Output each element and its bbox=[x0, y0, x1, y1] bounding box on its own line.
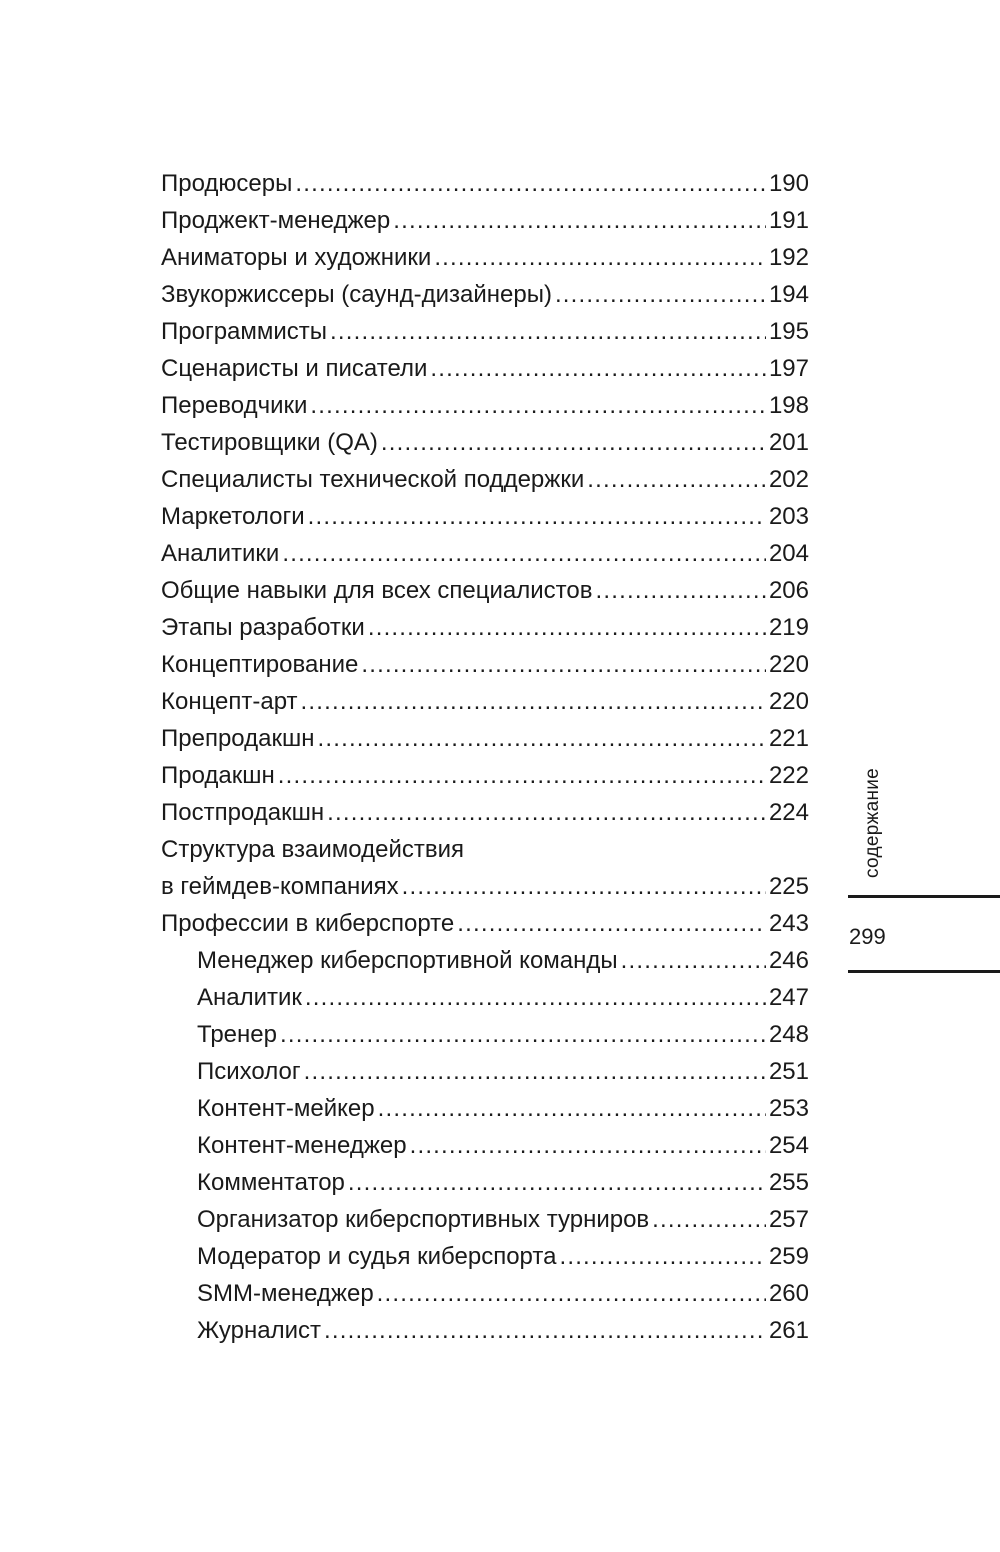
toc-entry-title: Проджект-менеджер bbox=[161, 207, 391, 234]
dot-leader bbox=[327, 794, 766, 831]
dot-leader bbox=[324, 1312, 766, 1349]
toc-entry-title: Маркетологи bbox=[161, 503, 305, 530]
toc-entry-page: 198 bbox=[768, 392, 809, 419]
toc-entry-title: Контент-мейкер bbox=[197, 1095, 375, 1122]
toc-entry-title: Аналитик bbox=[197, 984, 302, 1011]
toc-entry-title: SMM-менеджер bbox=[197, 1280, 374, 1307]
toc-entry-title: Менеджер киберспортивной команды bbox=[197, 947, 618, 974]
toc-entry-title: Препродакшн bbox=[161, 725, 315, 752]
toc-entry-heading-line[interactable] bbox=[161, 831, 809, 868]
toc-entry-title: Аналитики bbox=[161, 540, 280, 567]
dot-leader bbox=[378, 1090, 766, 1127]
toc-entry[interactable] bbox=[161, 276, 809, 313]
toc-entry-page: 191 bbox=[768, 207, 809, 234]
toc-entry[interactable] bbox=[161, 646, 809, 683]
dot-leader bbox=[402, 868, 766, 905]
toc-entry-page: 248 bbox=[768, 1021, 809, 1048]
dot-leader bbox=[310, 387, 766, 424]
toc-entry-page: 247 bbox=[768, 984, 809, 1011]
toc-entry-page: 255 bbox=[768, 1169, 809, 1196]
toc-entry-title: Общие навыки для всех специалистов bbox=[161, 577, 593, 604]
table-of-contents bbox=[161, 165, 809, 1349]
toc-entry-page: 259 bbox=[768, 1243, 809, 1270]
toc-entry-page: 194 bbox=[768, 281, 809, 308]
dot-leader bbox=[457, 905, 766, 942]
toc-entry-page: 257 bbox=[768, 1206, 809, 1233]
toc-entry-page: 203 bbox=[768, 503, 809, 530]
dot-leader bbox=[595, 572, 765, 609]
toc-entry[interactable] bbox=[161, 794, 809, 831]
toc-entry-title: Профессии в киберспорте bbox=[161, 910, 455, 937]
toc-entry-page: 201 bbox=[768, 429, 809, 456]
toc-entry[interactable] bbox=[161, 905, 809, 942]
toc-entry-title: Структура взаимодействия bbox=[161, 836, 464, 863]
toc-entry[interactable] bbox=[161, 313, 809, 350]
toc-entry-title: Аниматоры и художники bbox=[161, 244, 432, 271]
toc-entry-title: Звукоржиссеры (саунд-дизайнеры) bbox=[161, 281, 552, 308]
dot-leader bbox=[308, 498, 766, 535]
dot-leader bbox=[381, 424, 766, 461]
toc-entry[interactable] bbox=[161, 609, 809, 646]
dot-leader bbox=[282, 535, 766, 572]
toc-entry-title: Журналист bbox=[197, 1317, 321, 1344]
toc-entry-title: Сценаристы и писатели bbox=[161, 355, 428, 382]
toc-entry-title: Переводчики bbox=[161, 392, 308, 419]
dot-leader bbox=[295, 165, 766, 202]
dot-leader bbox=[430, 350, 766, 387]
dot-leader bbox=[621, 942, 766, 979]
toc-entry[interactable] bbox=[161, 461, 809, 498]
toc-subentry[interactable] bbox=[161, 1127, 809, 1164]
toc-entry-title: в геймдев-компаниях bbox=[161, 873, 399, 900]
toc-entry[interactable] bbox=[161, 720, 809, 757]
dot-leader bbox=[393, 202, 766, 239]
toc-entry[interactable] bbox=[161, 757, 809, 794]
margin-rule-top bbox=[848, 895, 1000, 898]
toc-entry-title: Психолог bbox=[197, 1058, 301, 1085]
toc-entry[interactable] bbox=[161, 350, 809, 387]
toc-subentry[interactable] bbox=[161, 1201, 809, 1238]
toc-entry-page: 225 bbox=[768, 873, 809, 900]
toc-entry-title: Тестировщики (QA) bbox=[161, 429, 378, 456]
toc-entry-page: 221 bbox=[768, 725, 809, 752]
toc-entry-title: Комментатор bbox=[197, 1169, 345, 1196]
toc-subentry[interactable] bbox=[161, 1164, 809, 1201]
toc-entry-page: 206 bbox=[768, 577, 809, 604]
toc-subentry[interactable] bbox=[161, 1275, 809, 1312]
toc-entry-title: Модератор и судья киберспорта bbox=[197, 1243, 557, 1270]
toc-entry-title: Организатор киберспортивных турниров bbox=[197, 1206, 650, 1233]
toc-entry[interactable] bbox=[161, 239, 809, 276]
toc-entry-page: 222 bbox=[768, 762, 809, 789]
toc-entry[interactable] bbox=[161, 868, 809, 905]
toc-subentry[interactable] bbox=[161, 1053, 809, 1090]
dot-leader bbox=[434, 239, 766, 276]
toc-entry[interactable] bbox=[161, 535, 809, 572]
toc-entry-page: 204 bbox=[768, 540, 809, 567]
page-number: 299 bbox=[849, 924, 886, 949]
toc-subentry[interactable] bbox=[161, 942, 809, 979]
dot-leader bbox=[305, 979, 766, 1016]
toc-entry-page: 192 bbox=[768, 244, 809, 271]
toc-entry-title: Тренер bbox=[197, 1021, 277, 1048]
toc-entry-page: 220 bbox=[768, 651, 809, 678]
dot-leader bbox=[410, 1127, 766, 1164]
toc-entry[interactable] bbox=[161, 424, 809, 461]
toc-entry-title: Специалисты технической поддержки bbox=[161, 466, 585, 493]
margin-rule-bottom bbox=[848, 970, 1000, 973]
toc-entry[interactable] bbox=[161, 572, 809, 609]
dot-leader bbox=[304, 1053, 766, 1090]
toc-entry-title: Продюсеры bbox=[161, 170, 293, 197]
dot-leader bbox=[555, 276, 766, 313]
toc-subentry[interactable] bbox=[161, 979, 809, 1016]
toc-entry-page: 254 bbox=[768, 1132, 809, 1159]
dot-leader bbox=[587, 461, 766, 498]
toc-entry-page: 260 bbox=[768, 1280, 809, 1307]
toc-entry-page: 219 bbox=[768, 614, 809, 641]
toc-entry-title: Этапы разработки bbox=[161, 614, 365, 641]
dot-leader bbox=[368, 609, 766, 646]
toc-entry-page: 202 bbox=[768, 466, 809, 493]
dot-leader bbox=[377, 1275, 766, 1312]
toc-entry-title: Контент-менеджер bbox=[197, 1132, 407, 1159]
toc-entry-page: 261 bbox=[768, 1317, 809, 1344]
toc-entry-title: Продакшн bbox=[161, 762, 275, 789]
toc-entry-title: Концепт-арт bbox=[161, 688, 298, 715]
dot-leader bbox=[330, 313, 766, 350]
toc-entry-title: Постпродакшн bbox=[161, 799, 325, 826]
section-running-head: содержание bbox=[862, 767, 883, 878]
toc-subentry[interactable] bbox=[161, 1090, 809, 1127]
toc-entry-page: 190 bbox=[768, 170, 809, 197]
toc-entry[interactable] bbox=[161, 202, 809, 239]
dot-leader bbox=[280, 1016, 766, 1053]
dot-leader bbox=[278, 757, 766, 794]
dot-leader bbox=[652, 1201, 766, 1238]
toc-entry-page: 251 bbox=[768, 1058, 809, 1085]
toc-subentry[interactable] bbox=[161, 1312, 809, 1349]
toc-entry-page: 197 bbox=[768, 355, 809, 382]
dot-leader bbox=[301, 683, 766, 720]
toc-entry[interactable] bbox=[161, 498, 809, 535]
dot-leader bbox=[348, 1164, 766, 1201]
dot-leader bbox=[361, 646, 766, 683]
toc-entry-page: 246 bbox=[768, 947, 809, 974]
toc-entry-page: 253 bbox=[768, 1095, 809, 1122]
toc-entry-page: 243 bbox=[768, 910, 809, 937]
toc-entry-title: Программисты bbox=[161, 318, 328, 345]
dot-leader bbox=[559, 1238, 766, 1275]
dot-leader bbox=[317, 720, 765, 757]
toc-subentry[interactable] bbox=[161, 1238, 809, 1275]
toc-subentry[interactable] bbox=[161, 1016, 809, 1053]
toc-entry[interactable] bbox=[161, 387, 809, 424]
toc-entry-title: Концептирование bbox=[161, 651, 359, 678]
toc-entry[interactable] bbox=[161, 683, 809, 720]
toc-entry-page: 224 bbox=[768, 799, 809, 826]
toc-entry-page: 220 bbox=[768, 688, 809, 715]
toc-entry[interactable] bbox=[161, 165, 809, 202]
toc-entry-page: 195 bbox=[768, 318, 809, 345]
